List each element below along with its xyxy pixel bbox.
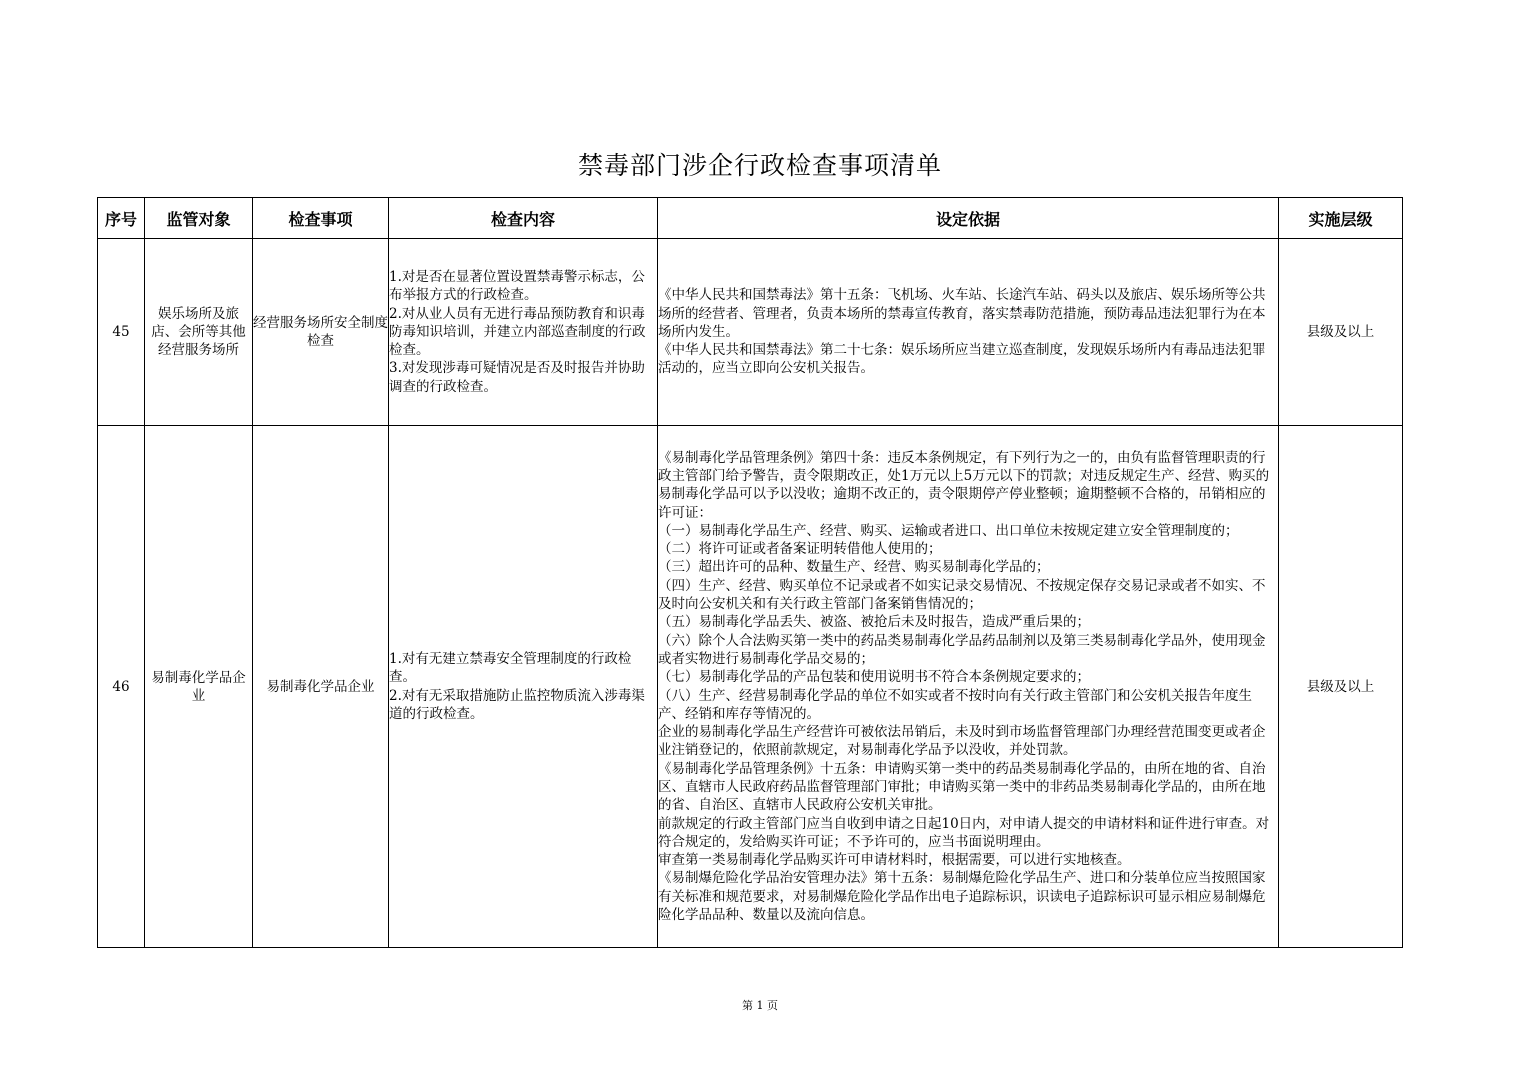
row-number: 46	[98, 426, 145, 948]
legal-basis	[658, 239, 1279, 426]
basis-line: （二）将许可证或者备案证明转借他人使用的；	[658, 541, 942, 558]
content-line: 2.对有无采取措施防止监控物质流入涉毒渠道的行政检查。	[389, 687, 645, 722]
basis-line: （八）生产、经营易制毒化学品的单位不如实或者不按时向有关行政主管部门和公安机关报告年度生产、经销和库存等情况的。	[658, 687, 1252, 722]
supervised-target: 娱乐场所及旅店、会所等其他经营服务场所	[145, 239, 253, 426]
implementation-level: 县级及以上	[1279, 426, 1403, 948]
header-item: 检查事项	[253, 198, 389, 239]
content-line: 3.对发现涉毒可疑情况是否及时报告并协助调查的行政检查。	[389, 360, 645, 395]
table-row	[98, 239, 1403, 426]
content-line: 1.对有无建立禁毒安全管理制度的行政检查。	[389, 650, 632, 686]
inspection-content	[389, 239, 658, 426]
basis-line: （七）易制毒化学品的产品包装和使用说明书不符合本条例规定要求的；	[658, 669, 1090, 686]
table-row	[98, 426, 1403, 948]
inspection-item: 易制毒化学品企业	[253, 426, 389, 948]
basis-line: 《中华人民共和国禁毒法》第十五条：飞机场、火车站、长途汽车站、码头以及旅店、娱乐场所等公共场所的经营者、管理者，负责本场所的禁毒宣传教育，落实禁毒防范措施，预防毒品违法犯罪行为在本场所内发生。	[658, 287, 1266, 340]
basis-line: 《易制毒化学品管理条例》十五条：申请购买第一类中的药品类易制毒化学品的，由所在地的省、自治区、直辖市人民政府药品监督管理部门审批；申请购买第一类中的非药品类易制毒化学品的，由所在地的省、自治区、直辖市人民政府公安机关审批。	[658, 760, 1266, 814]
legal-basis	[658, 426, 1279, 948]
header-level: 实施层级	[1279, 198, 1403, 239]
row-number: 45	[98, 239, 145, 426]
page-title: 禁毒部门涉企行政检查事项清单	[577, 151, 942, 180]
basis-line: 前款规定的行政主管部门应当自收到申请之日起10日内，对申请人提交的申请材料和证件进行审查。对符合规定的，发给购买许可证；不予许可的，应当书面说明理由。	[658, 815, 1270, 850]
page-number: 第 1 页	[742, 999, 778, 1012]
basis-line: 审查第一类易制毒化学品购买许可申请材料时，根据需要，可以进行实地核查。	[658, 852, 1131, 869]
supervised-target: 易制毒化学品企业	[145, 426, 253, 948]
basis-line: （五）易制毒化学品丢失、被盗、被抢后未及时报告，造成严重后果的；	[658, 614, 1090, 631]
basis-line: （四）生产、经营、购买单位不记录或者不如实记录交易情况、不按规定保存交易记录或者不如实、不及时向公安机关和有关行政主管部门备案销售情况的；	[658, 577, 1266, 613]
header-content: 检查内容	[389, 198, 658, 239]
inspection-table	[97, 197, 1403, 948]
header-basis: 设定依据	[658, 198, 1279, 239]
inspection-content	[389, 426, 658, 948]
header-no: 序号	[98, 198, 145, 239]
basis-line: 《易制爆危险化学品治安管理办法》第十五条：易制爆危险化学品生产、进口和分装单位应当按照国家有关标准和规范要求，对易制爆危险化学品作出电子追踪标识，识读电子追踪标识可显示相应易制爆危险化学品品种、数量以及流向信息。	[658, 870, 1266, 924]
basis-line: 《中华人民共和国禁毒法》第二十七条：娱乐场所应当建立巡查制度，发现娱乐场所内有毒品违法犯罪活动的，应当立即向公安机关报告。	[658, 342, 1266, 377]
basis-line: 《易制毒化学品管理条例》第四十条：违反本条例规定，有下列行为之一的，由负有监督管理职责的行政主管部门给予警告，责令限期改正，处1万元以上5万元以下的罚款；对违反规定生产、经营、购买的易制毒化学品可以予以没收；逾期不改正的，责令限期停产停业整顿；逾期整顿不合格的，吊销相应的许可证：	[658, 449, 1270, 521]
header-target: 监管对象	[145, 198, 253, 239]
basis-line: （三）超出许可的品种、数量生产、经营、购买易制毒化学品的；	[658, 559, 1050, 576]
content-line: 1.对是否在显著位置设置禁毒警示标志，公布举报方式的行政检查。	[389, 268, 645, 304]
implementation-level: 县级及以上	[1279, 239, 1403, 426]
basis-line: （一）易制毒化学品生产、经营、购买、运输或者进口、出口单位未按规定建立安全管理制度的；	[658, 522, 1239, 539]
inspection-item: 经营服务场所安全制度检查	[253, 239, 389, 426]
header-row	[98, 198, 1403, 239]
basis-line: 企业的易制毒化学品生产经营许可被依法吊销后，未及时到市场监督管理部门办理经营范围变更或者企业注销登记的，依照前款规定，对易制毒化学品予以没收，并处罚款。	[658, 724, 1266, 759]
basis-line: （六）除个人合法购买第一类中的药品类易制毒化学品药品制剂以及第三类易制毒化学品外，使用现金或者实物进行易制毒化学品交易的；	[658, 632, 1266, 667]
content-line: 2.对从业人员有无进行毒品预防教育和识毒防毒知识培训，并建立内部巡查制度的行政检查。	[389, 305, 646, 359]
